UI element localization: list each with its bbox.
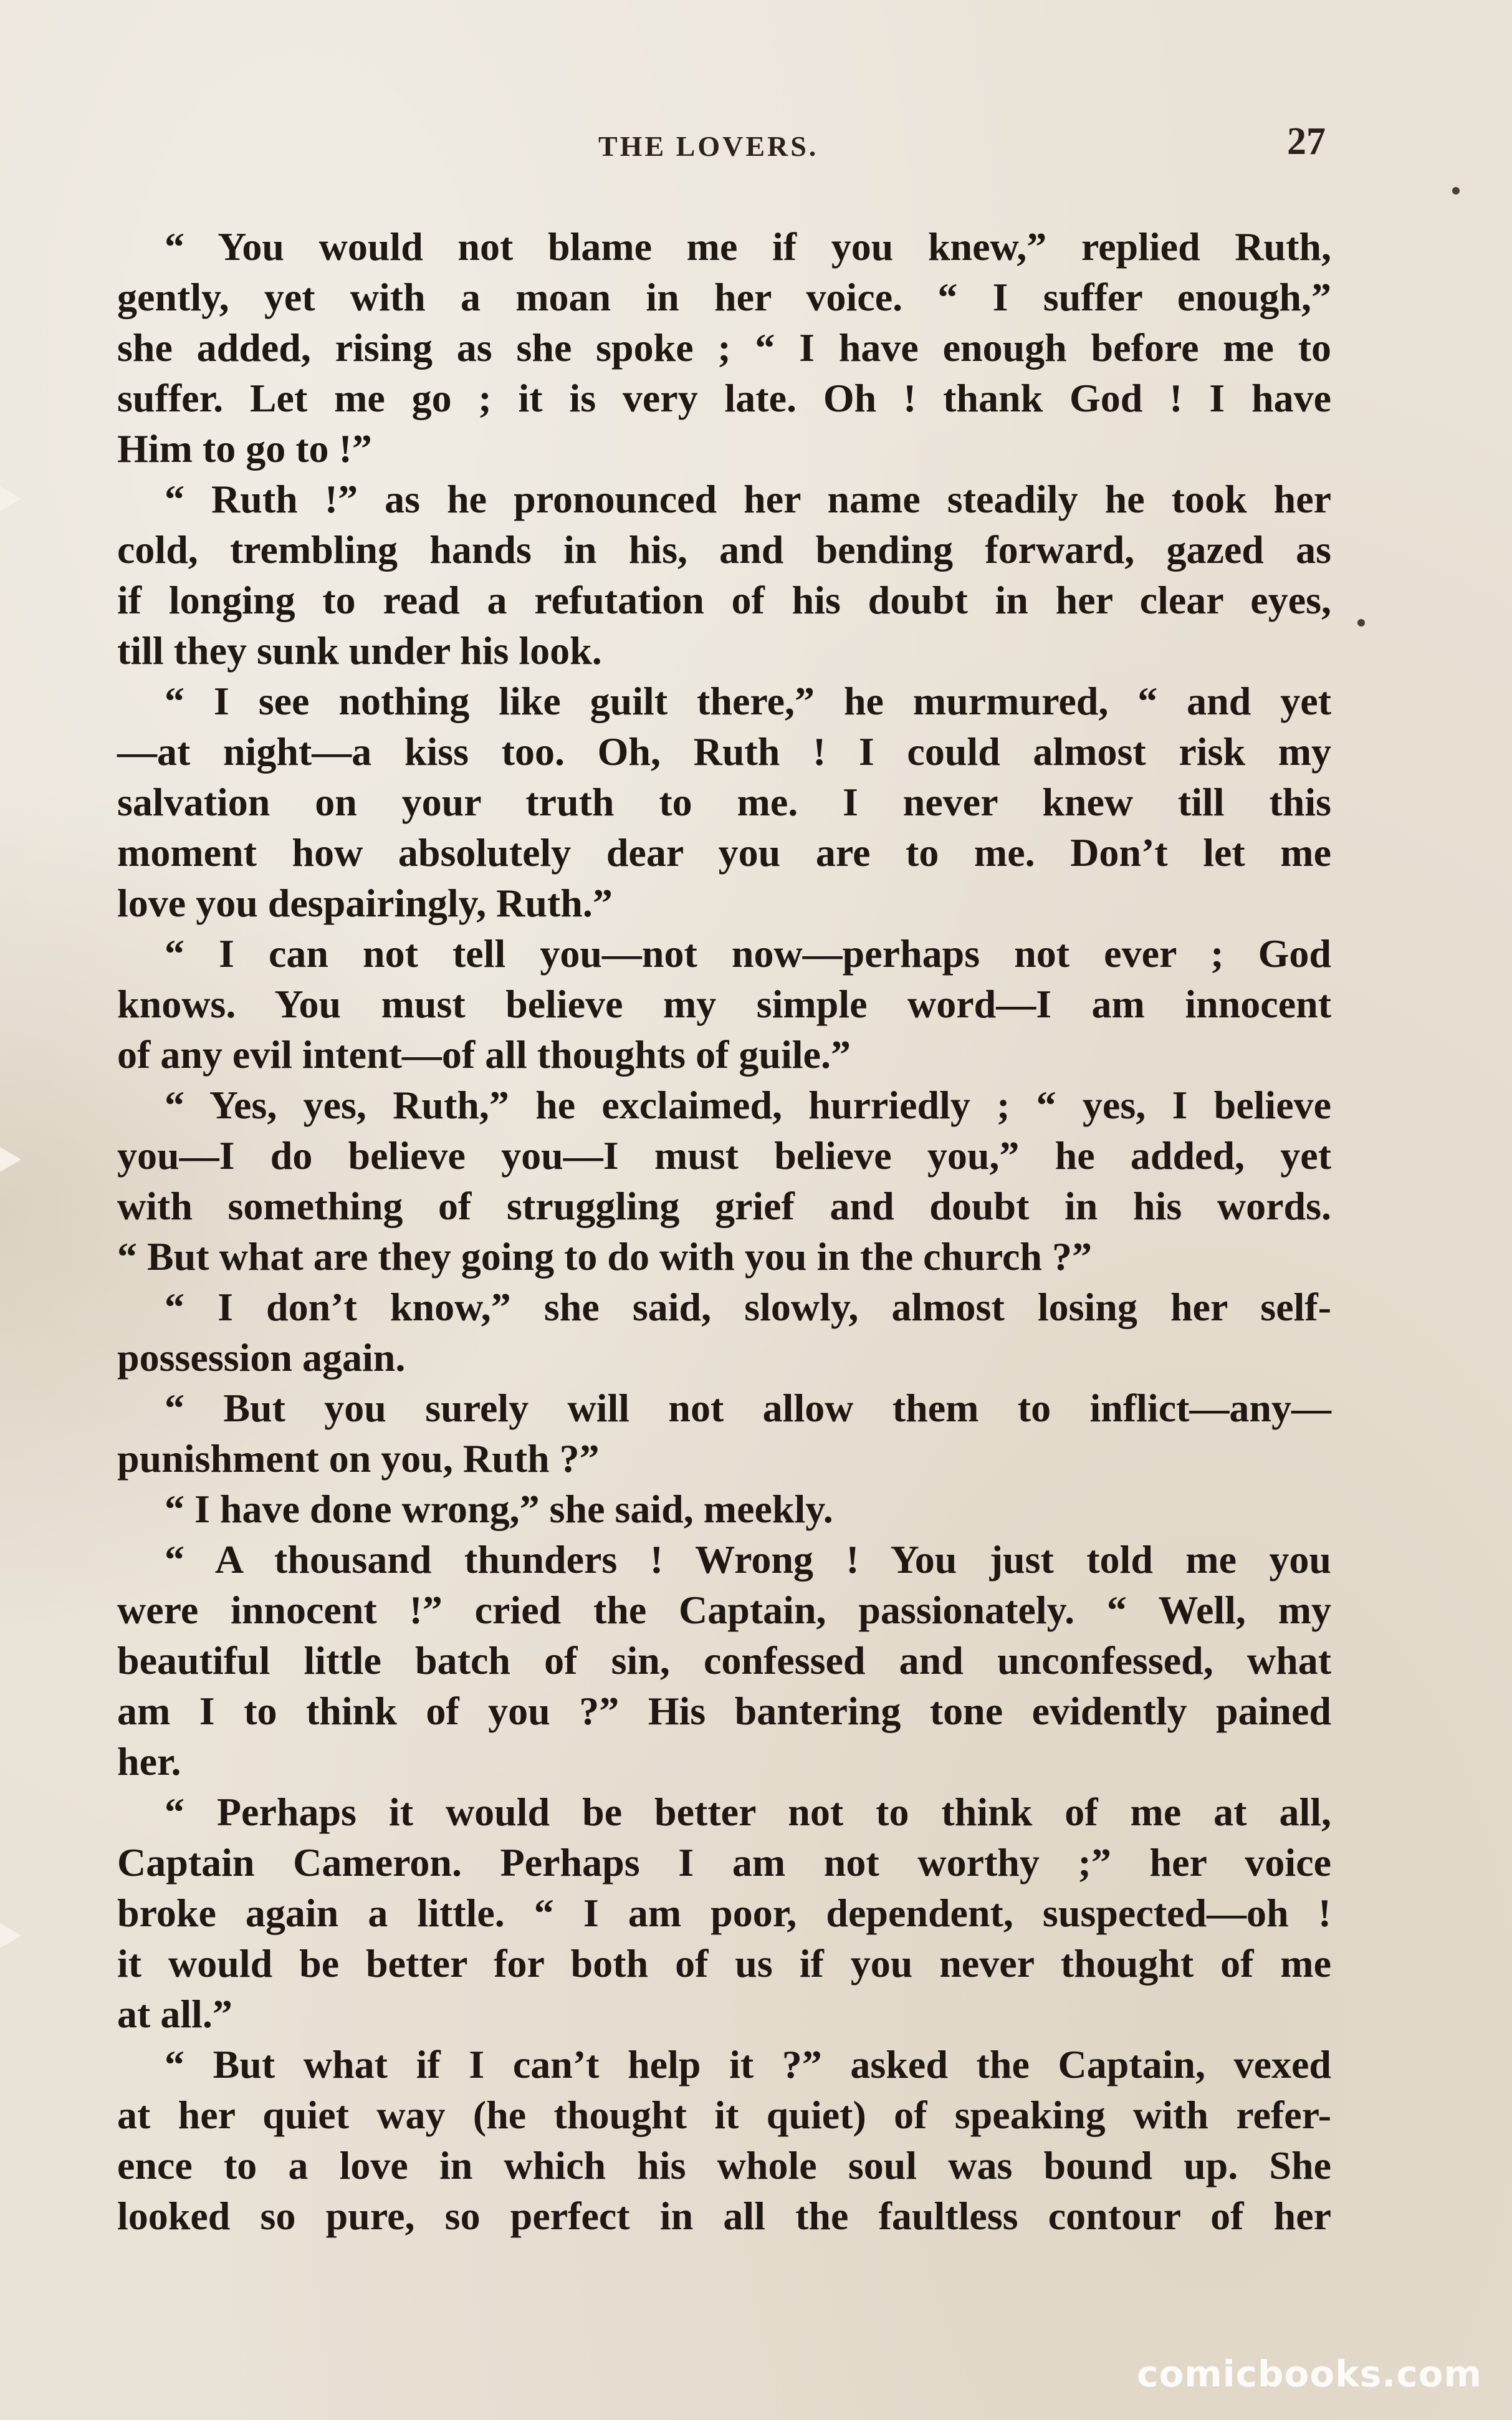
text-line: “ Perhaps it would be better not to think of me at all, [165, 1790, 1331, 1834]
text-line: her. [117, 1739, 181, 1784]
text-line: “ But you surely will not allow them to inflict—any— [165, 1386, 1331, 1430]
text-line: “ I don’t know,” she said, slowly, almost losing her self- [165, 1285, 1331, 1329]
text-line: gently, yet with a moan in her voice. “ I suffer enough,” [117, 275, 1331, 319]
text-line: you—I do believe you—I must believe you,” he added, yet [117, 1133, 1331, 1178]
text-line: “ I can not tell you—not now—perhaps not ever ; God [165, 931, 1331, 976]
text-line: if longing to read a refutation of his doubt in her clear eyes, [117, 578, 1331, 622]
text-line: “ But what if I can’t help it ?” asked the Captain, vexed [165, 2042, 1331, 2086]
text-line: “ Yes, yes, Ruth,” he exclaimed, hurriedly ; “ yes, I believe [165, 1083, 1331, 1127]
text-line: “ A thousand thunders ! Wrong ! You just told me you [165, 1537, 1331, 1582]
text-line: Him to go to !” [117, 426, 372, 471]
text-line: ence to a love in which his whole soul was bound up. She [117, 2143, 1331, 2187]
text-line: at her quiet way (he thought it quiet) of speaking with refer- [117, 2093, 1331, 2137]
text-line: salvation on your truth to me. I never knew till this [117, 780, 1331, 824]
text-line: beautiful little batch of sin, confessed and unconfessed, what [117, 1638, 1331, 1683]
page-edge-tear [0, 486, 21, 511]
text-line: of any evil intent—of all thoughts of guile.” [117, 1032, 851, 1077]
text-line: till they sunk under his look. [117, 628, 602, 673]
text-line: cold, trembling hands in his, and bending forward, gazed as [117, 527, 1331, 572]
page-number: 27 [1287, 120, 1326, 163]
text-line: she added, rising as she spoke ; “ I have enough before me to [117, 325, 1331, 370]
body-text [117, 221, 1331, 2241]
page-edge-tear [0, 1147, 21, 1172]
text-line: with something of struggling grief and doubt in his words. [117, 1184, 1331, 1228]
text-line: at all.” [117, 1992, 232, 2036]
running-head: THE LOVERS. [598, 130, 819, 162]
text-line: “ I have done wrong,” she said, meekly. [165, 1487, 833, 1531]
text-line: suffer. Let me go ; it is very late. Oh ! thank God ! I have [117, 376, 1331, 420]
text-line: punishment on you, Ruth ?” [117, 1436, 600, 1481]
text-line: am I to think of you ?” His bantering tone evidently pained [117, 1689, 1331, 1733]
text-line: —at night—a kiss too. Oh, Ruth ! I could almost risk my [117, 729, 1331, 774]
text-line: it would be better for both of us if you never thought of me [117, 1941, 1331, 1985]
text-line: possession again. [117, 1335, 406, 1380]
text-line: were innocent !” cried the Captain, passionately. “ Well, my [117, 1588, 1331, 1632]
page-edge-tear [0, 1923, 21, 1948]
ink-speck [1357, 619, 1365, 627]
text-line: love you despairingly, Ruth.” [117, 881, 613, 925]
text-line: “ I see nothing like guilt there,” he murmured, “ and yet [165, 679, 1331, 723]
text-line: moment how absolutely dear you are to me. Don’t let me [117, 830, 1331, 875]
text-line: looked so pure, so perfect in all the faultless contour of her [117, 2194, 1331, 2238]
text-line: “ You would not blame me if you knew,” replied Ruth, [165, 224, 1331, 269]
text-line: broke again a little. “ I am poor, dependent, suspected—oh ! [117, 1891, 1331, 1935]
text-line: Captain Cameron. Perhaps I am not worthy ;” her voice [117, 1840, 1331, 1885]
text-line: knows. You must believe my simple word—I am innocent [117, 982, 1331, 1026]
watermark: comicbooks.com [1137, 2353, 1482, 2395]
ink-speck [1452, 187, 1460, 194]
text-line: “ Ruth !” as he pronounced her name steadily he took her [165, 477, 1331, 521]
text-line: “ But what are they going to do with you in the church ?” [117, 1234, 1092, 1279]
